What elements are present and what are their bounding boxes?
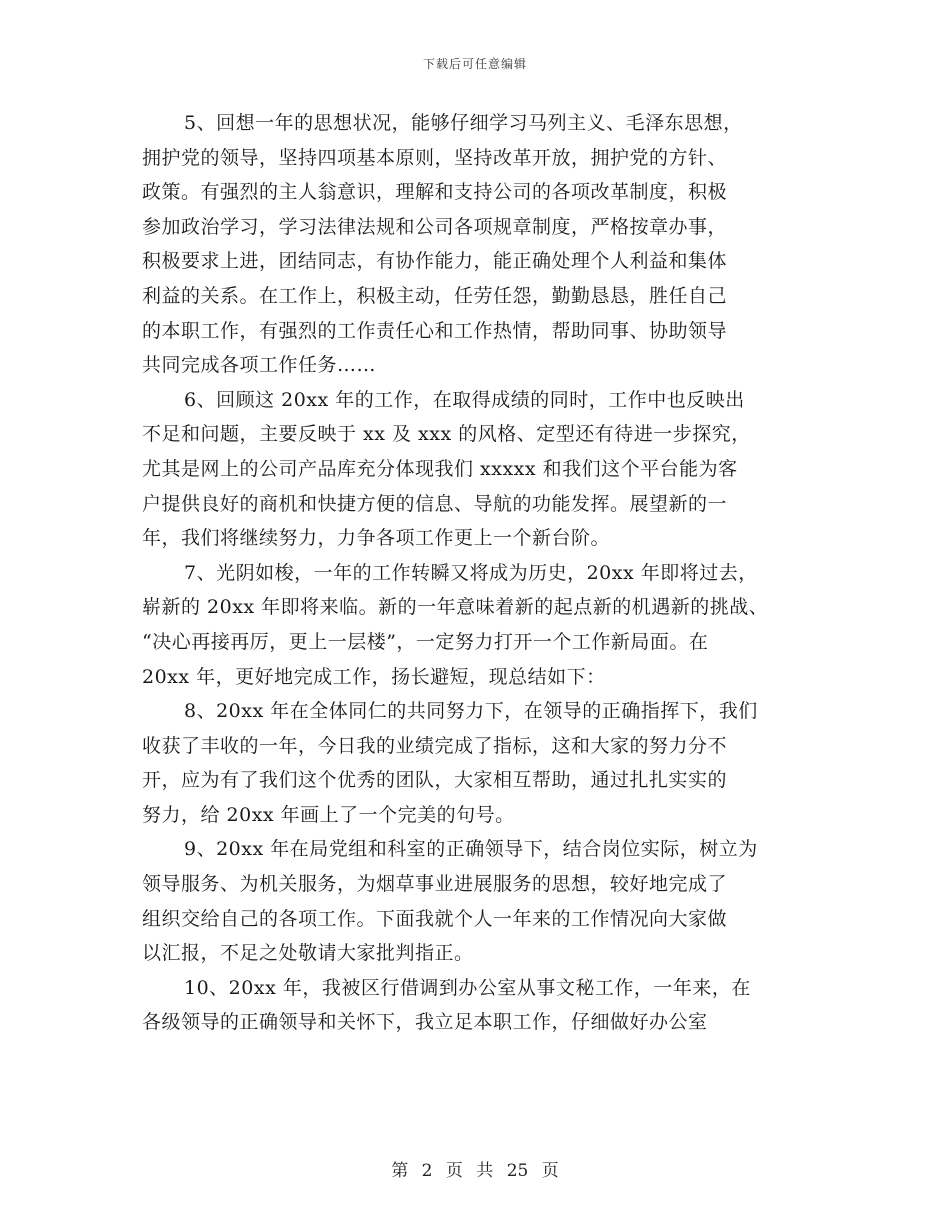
paragraph-6 (142, 383, 810, 556)
text-line: 崭新的 20xx 年即将来临。新的一年意味着新的起点新的机遇新的挑战、 (142, 596, 769, 619)
paragraph-7 (142, 556, 810, 694)
paragraph-10 (142, 971, 810, 1040)
text-line: 6、回顾这 20xx 年的工作，在取得成绩的同时，工作中也反映出 (184, 388, 745, 411)
text-line: 5、回想一年的思想状况，能够仔细学习马列主义、毛泽东思想， (184, 112, 743, 134)
text-line: 尤其是网上的公司产品库充分体现我们 xxxxx 和我们这个平台能为客 (142, 457, 738, 480)
text-line: 年，我们将继续努力，力争各项工作更上一个新台阶。 (142, 527, 611, 550)
paragraph-5 (142, 106, 810, 383)
text-line: “决心再接再厉，更上一层楼”，一定努力打开一个工作新局面。在 (142, 630, 709, 653)
header-note: 下载后可任意编辑 (422, 57, 527, 71)
text-line: 各级领导的正确领导和关怀下，我立足本职工作，仔细做好办公室 (142, 1011, 708, 1034)
text-line: 拥护党的领导，坚持四项基本原则，坚持改革开放，拥护党的方针、 (142, 146, 728, 169)
text-line: 20xx 年，更好地完成工作，扬长避短，现总结如下： (142, 665, 606, 688)
text-line: 组织交给自己的各项工作。下面我就个人一年来的工作情况向大家做 (142, 907, 728, 930)
text-line: 积极要求上进，团结同志，有协作能力，能正确处理个人利益和集体 (142, 250, 728, 273)
paragraph-9 (142, 832, 810, 970)
text-line: 共同完成各项工作任务…… (142, 354, 377, 377)
text-line: 努力，给 20xx 年画上了一个完美的句号。 (142, 803, 515, 826)
text-line: 参加政治学习，学习法律法规和公司各项规章制度，严格按章办事， (142, 215, 728, 238)
page-suffix: 页 (541, 1161, 559, 1181)
text-line: 以汇报，不足之处敬请大家批判指正。 (142, 942, 474, 965)
text-line: 10、20xx 年，我被区行借调到办公室从事文秘工作，一年来，在 (184, 976, 751, 999)
total-label: 共 (476, 1161, 494, 1181)
text-line: 领导服务、为机关服务，为烟草事业进展服务的思想，较好地完成了 (142, 873, 728, 896)
text-line: 7、光阴如梭，一年的工作转瞬又将成为历史，20xx 年即将过去， (184, 561, 758, 584)
text-line: 利益的关系。在工作上，积极主动，任劳任怨，勤勤恳恳，胜任自己 (142, 284, 728, 307)
page-footer (0, 1156, 950, 1181)
text-line: 9、20xx 年在局党组和科室的正确领导下，结合岗位实际，树立为 (184, 838, 758, 861)
text-line: 户提供良好的商机和快捷方便的信息、导航的功能发挥。展望新的一 (142, 492, 728, 515)
text-line: 政策。有强烈的主人翁意识，理解和支持公司的各项改革制度，积极 (142, 181, 728, 204)
body-text (142, 106, 810, 1040)
text-line: 不足和问题，主要反映于 xx 及 xxx 的风格、定型还有待进一步探究， (142, 423, 751, 446)
paragraph-8 (142, 694, 810, 832)
text-line: 8、20xx 年在全体同仁的共同努力下，在领导的正确指挥下，我们 (184, 700, 758, 723)
text-line: 的本职工作，有强烈的工作责任心和工作热情，帮助同事、协助领导 (142, 319, 728, 342)
page-prefix: 第 (391, 1161, 409, 1181)
text-line: 收获了丰收的一年，今日我的业绩完成了指标，这和大家的努力分不 (142, 734, 728, 757)
page-mid: 页 (445, 1161, 463, 1181)
total-pages: 25 (506, 1161, 529, 1181)
text-line: 开，应为有了我们这个优秀的团队，大家相互帮助，通过扎扎实实的 (142, 769, 728, 792)
page-number: 2 (421, 1161, 433, 1181)
